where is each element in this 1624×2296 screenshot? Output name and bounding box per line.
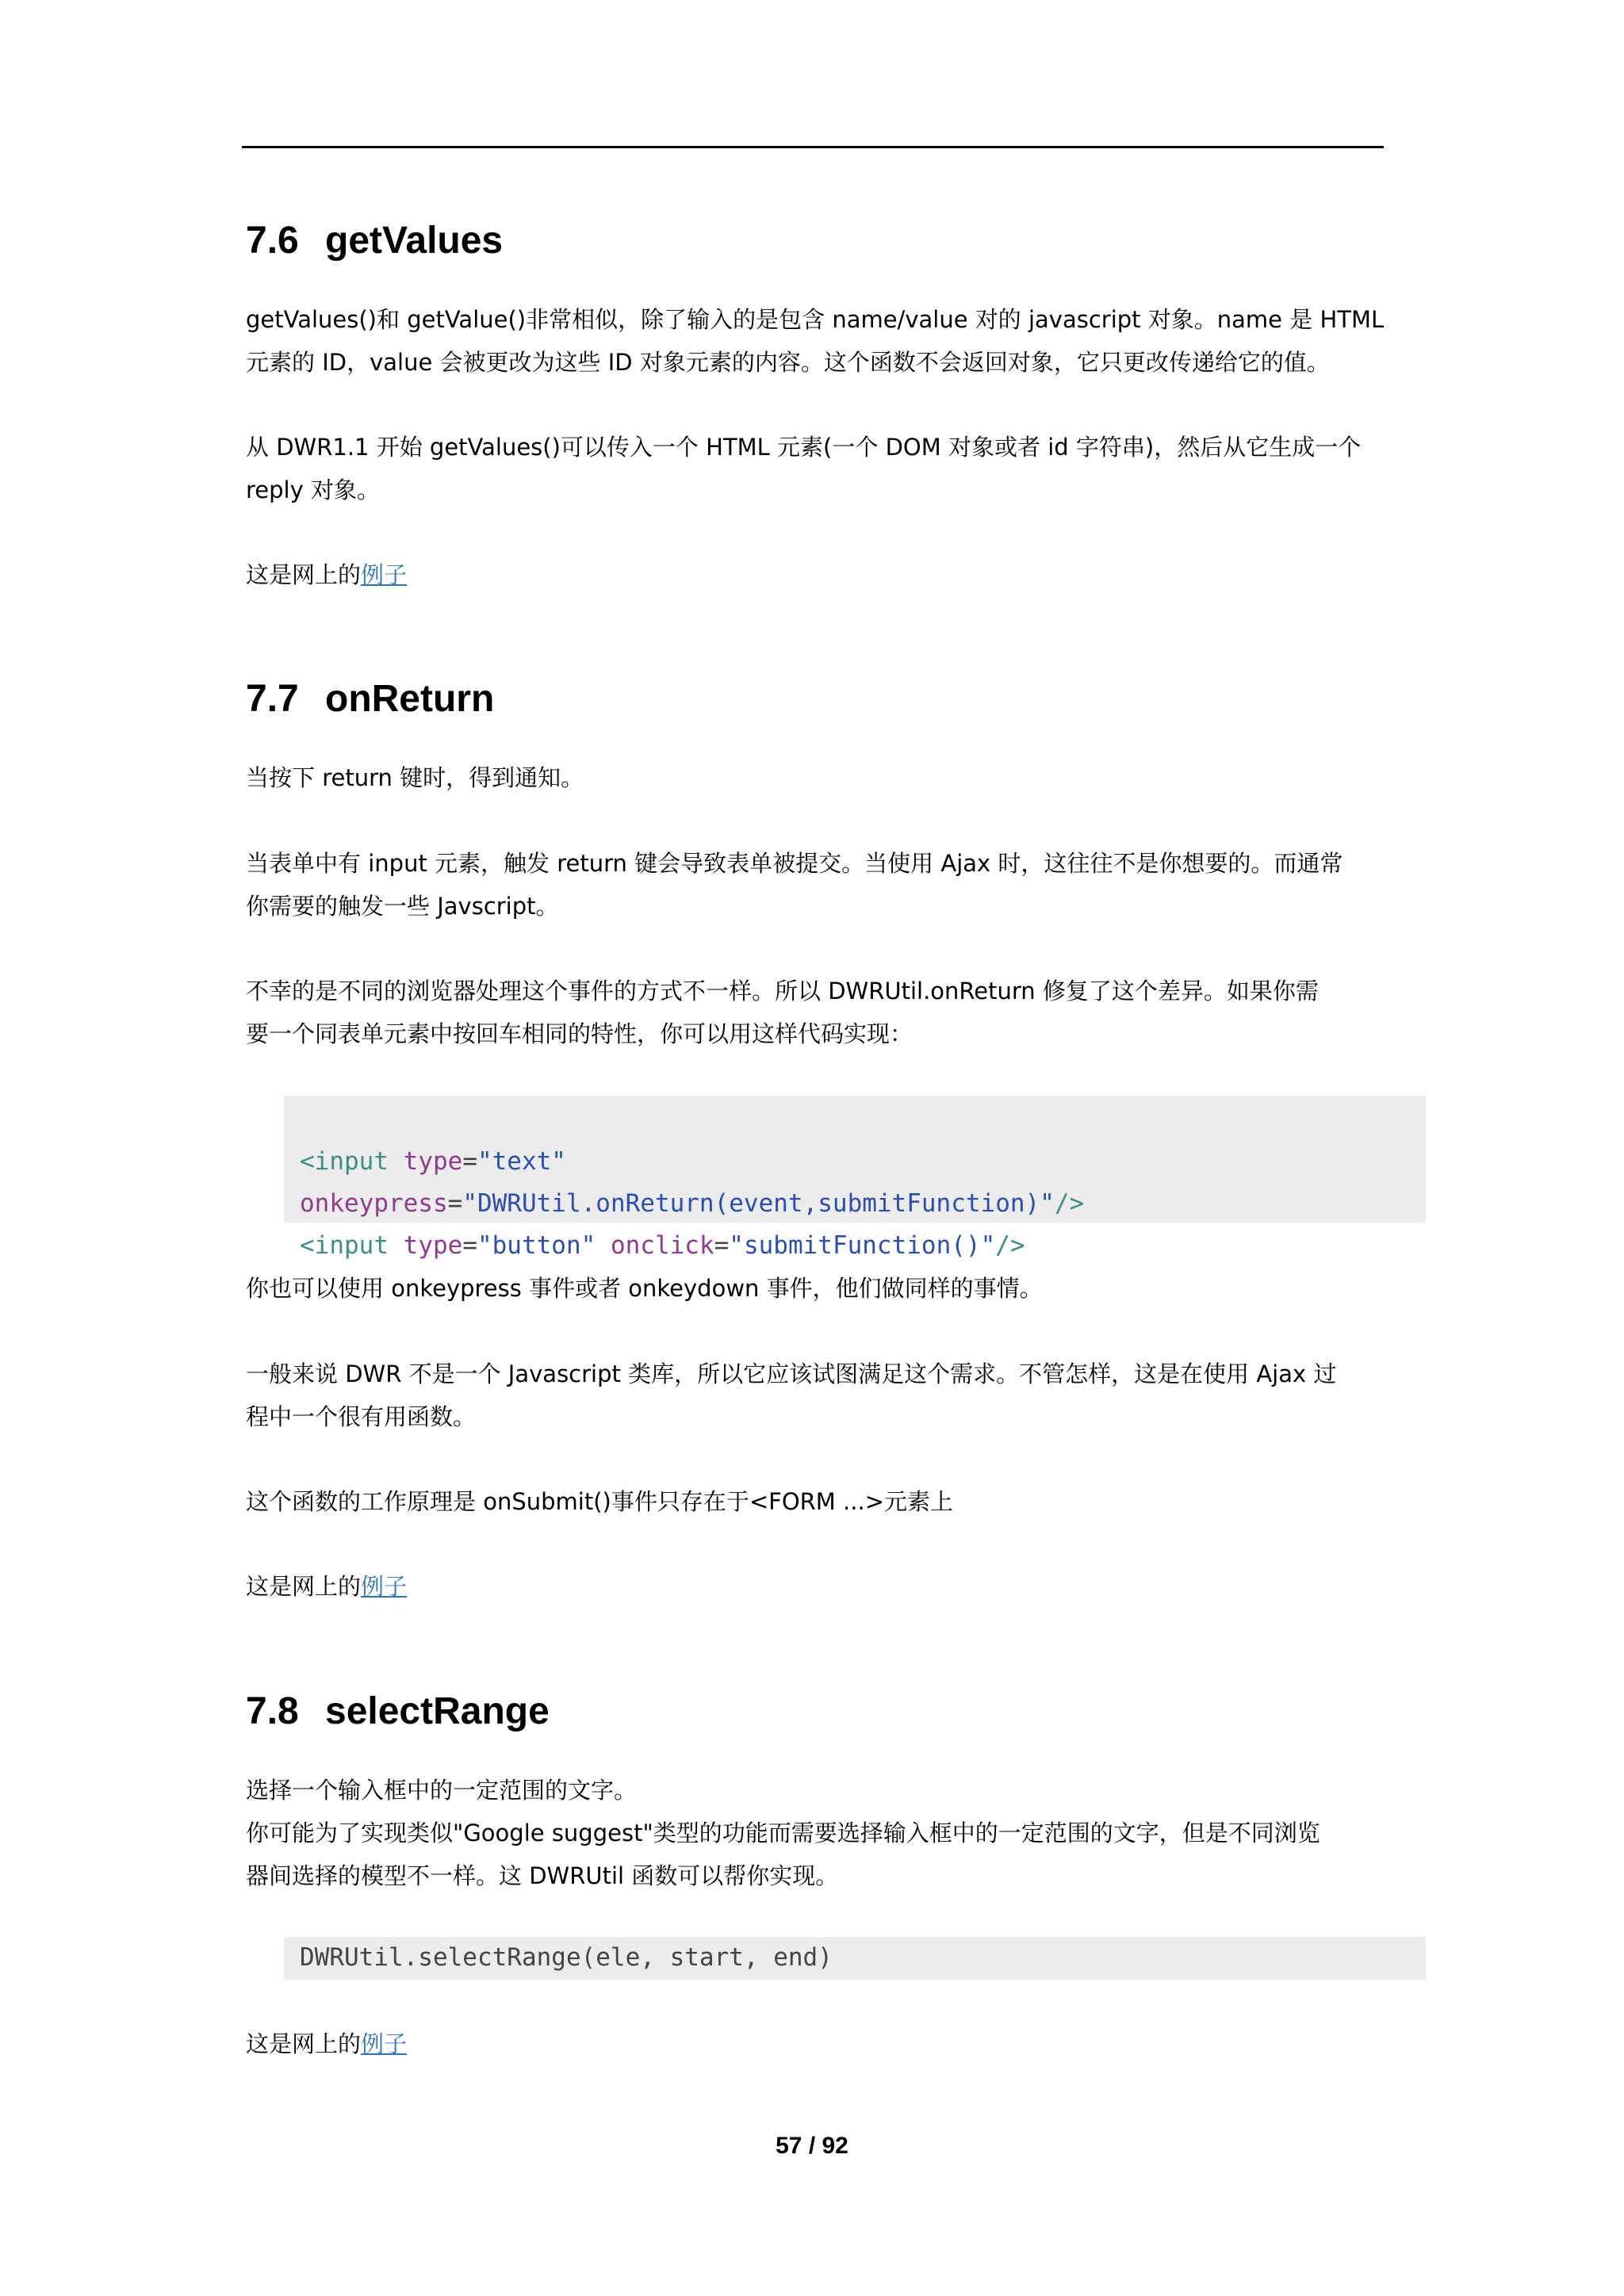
- code-token: "text": [477, 1147, 566, 1176]
- code-line: [300, 1225, 1426, 1267]
- paragraph: 当按下 return 键时，得到通知。: [246, 764, 584, 791]
- heading-title: getValues: [325, 220, 504, 262]
- example-line: [246, 1565, 407, 1608]
- code-token: />: [1054, 1189, 1085, 1218]
- text-line: 你需要的触发一些 Javscript。: [246, 893, 559, 920]
- code-token: <input: [300, 1147, 389, 1176]
- code-token: =: [447, 1189, 463, 1218]
- example-line: [246, 553, 407, 596]
- text-line: 器间选择的模型不一样。这 DWRUtil 函数可以帮你实现。: [246, 1862, 839, 1889]
- code-token: =: [714, 1231, 730, 1260]
- text-line: 不幸的是不同的浏览器处理这个事件的方式不一样。所以 DWRUtil.onReturn 修复了这个差异。如果你需: [246, 978, 1319, 1004]
- code-line: [300, 1183, 1426, 1225]
- text-line: getValues()和 getValue()非常相似，除了输入的是包含 name/value 对的 javascript 对象。name 是 HTML: [246, 306, 1385, 333]
- code-line: [300, 1141, 1426, 1183]
- example-link[interactable]: 例子: [361, 2030, 408, 2057]
- text-line: 当表单中有 input 元素，触发 return 键会导致表单被提交。当使用 Ajax 时，这往往不是你想要的。而通常: [246, 850, 1343, 877]
- text-line: 你可能为了实现类似"Google suggest"类型的功能而需要选择输入框中的一定范围的文字，但是不同浏览: [246, 1820, 1320, 1846]
- heading-7-8: [246, 1690, 550, 1732]
- example-prefix: 这是网上的: [246, 2030, 362, 2057]
- text-line: 要一个同表单元素中按回车相同的特性，你可以用这样代码实现：: [246, 1020, 914, 1047]
- heading-title: selectRange: [325, 1690, 550, 1732]
- heading-number: 7.6: [246, 220, 299, 262]
- code-token: <input: [300, 1231, 389, 1260]
- code-token: "button": [477, 1231, 596, 1260]
- text-line: 元素的 ID，value 会被更改为这些 ID 对象元素的内容。这个函数不会返回对象，它只更改传递给它的值。: [246, 349, 1330, 376]
- heading-7-6: [246, 222, 503, 260]
- example-link[interactable]: 例子: [361, 1573, 408, 1600]
- paragraph: 你也可以使用 onkeypress 事件或者 onkeydown 事件，他们做同样的事情。: [246, 1275, 1043, 1302]
- paragraph: [246, 842, 1342, 928]
- text-line: 从 DWR1.1 开始 getValues()可以传入一个 HTML 元素(一个 DOM 对象或者 id 字符串)，然后从它生成一个: [246, 434, 1362, 461]
- paragraph: 这个函数的工作原理是 onSubmit()事件只存在于<FORM ...>元素上: [246, 1488, 953, 1515]
- text-line: 选择一个输入框中的一定范围的文字。: [246, 1777, 638, 1804]
- text-line: 程中一个很有用函数。: [246, 1403, 477, 1430]
- example-link[interactable]: 例子: [361, 561, 408, 588]
- code-token: type: [403, 1231, 463, 1260]
- code-block: [284, 1096, 1426, 1260]
- code-block: DWRUtil.selectRange(ele, start, end): [284, 1937, 1426, 1980]
- paragraph: [246, 1769, 1320, 1897]
- page-number: 57 / 92: [776, 2133, 848, 2159]
- paragraph: [246, 1353, 1336, 1438]
- code-token: =: [462, 1231, 477, 1260]
- text-line: reply 对象。: [246, 476, 380, 503]
- paragraph: [246, 970, 1319, 1055]
- code-token: "DWRUtil.onReturn(event,submitFunction)": [462, 1189, 1055, 1218]
- heading-number: 7.8: [246, 1690, 299, 1732]
- header-rule: [242, 146, 1384, 148]
- example-line: [246, 2022, 407, 2065]
- heading-number: 7.7: [246, 678, 299, 720]
- heading-title: onReturn: [325, 678, 495, 720]
- code-token: onclick: [610, 1231, 714, 1260]
- code-token: "submitFunction()": [729, 1231, 996, 1260]
- heading-7-7: [246, 680, 494, 718]
- code-token: onkeypress: [300, 1189, 448, 1218]
- paragraph: [246, 298, 1384, 384]
- paragraph: [246, 426, 1361, 511]
- text-line: 一般来说 DWR 不是一个 Javascript 类库，所以它应该试图满足这个需求。不管怎样，这是在使用 Ajax 过: [246, 1360, 1337, 1387]
- example-prefix: 这是网上的: [246, 561, 362, 588]
- code-token: />: [995, 1231, 1025, 1260]
- code-token: type: [403, 1147, 463, 1176]
- example-prefix: 这是网上的: [246, 1573, 362, 1600]
- code-token: =: [462, 1147, 477, 1176]
